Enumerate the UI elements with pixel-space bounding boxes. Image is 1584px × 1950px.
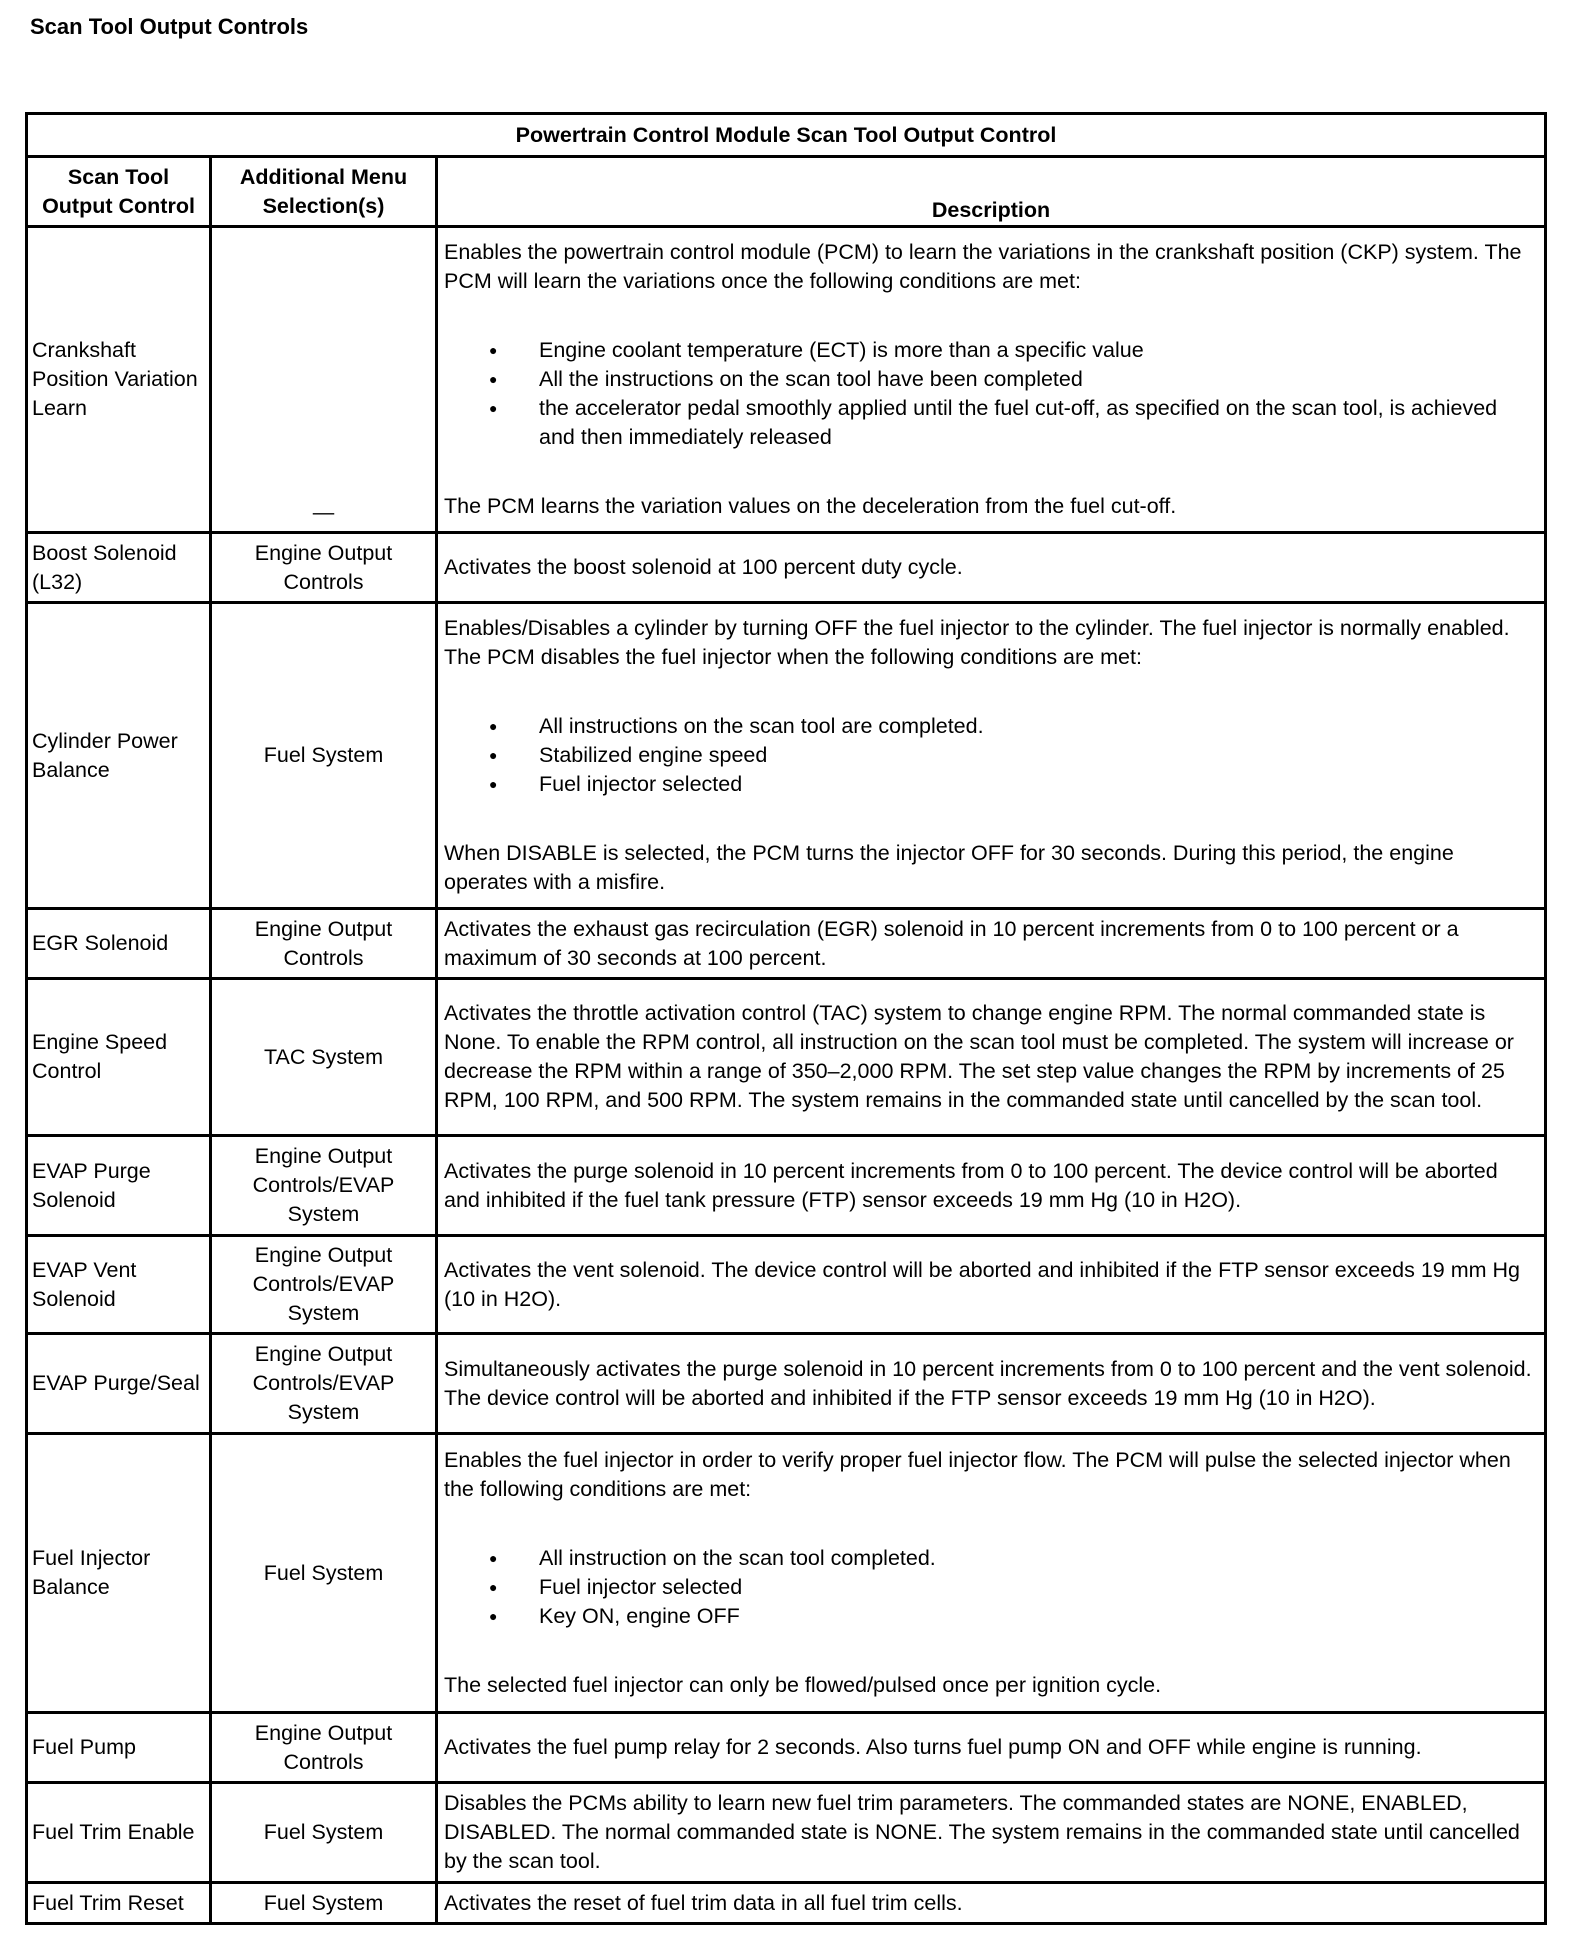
description-text: Activates the purge solenoid in 10 percent increments from 0 to 100 percent. The device control will be aborted and inhibited if the fuel tank pressure (FTP) sensor exceeds 19 mm Hg (10 in H2O). — [444, 1158, 1498, 1212]
menu-selection: Engine Output Controls/EVAP System — [211, 1136, 437, 1236]
description — [437, 227, 1546, 533]
menu-selection: — — [211, 227, 437, 533]
menu-selection: Engine Output Controls — [211, 909, 437, 979]
table-row — [27, 1334, 1546, 1434]
description-text: Simultaneously activates the purge solenoid in 10 percent increments from 0 to 100 percent and the vent solenoid. The device control will be aborted and inhibited if the FTP sensor exceeds 19 mm Hg (10 in H2O). — [444, 1356, 1532, 1410]
condition-item: ● Key ON, engine OFF — [489, 1602, 1538, 1631]
control-name: Crankshaft Position Variation Learn — [27, 227, 211, 533]
menu-selection: Engine Output Controls/EVAP System — [211, 1236, 437, 1334]
table-row — [27, 603, 1546, 909]
control-name: EVAP Vent Solenoid — [27, 1236, 211, 1334]
description — [437, 909, 1546, 979]
description-text: Activates the reset of fuel trim data in all fuel trim cells. — [444, 1890, 963, 1915]
description-text: Enables/Disables a cylinder by turning OFF the fuel injector to the cylinder. The fuel injector is normally enabled. The PCM disables the fuel injector when the following conditions are met: — [444, 616, 1510, 669]
table-row — [27, 227, 1546, 533]
condition-list — [444, 712, 1538, 799]
header-menu: Additional Menu Selection(s) — [211, 157, 437, 227]
table-row — [27, 1136, 1546, 1236]
description — [437, 1334, 1546, 1434]
description — [437, 1236, 1546, 1334]
condition-item: ● Fuel injector selected — [489, 770, 1538, 799]
description — [437, 1434, 1546, 1713]
description-note: The PCM learns the variation values on the deceleration from the fuel cut-off. — [444, 494, 1177, 518]
table-row — [27, 1434, 1546, 1713]
condition-item: ● All the instructions on the scan tool have been completed — [489, 365, 1538, 394]
condition-item: ● the accelerator pedal smoothly applied until the fuel cut-off, as specified on the scan tool, is achieved and then immediately released — [489, 394, 1538, 452]
control-name: EVAP Purge Solenoid — [27, 1136, 211, 1236]
control-name: EVAP Purge/Seal — [27, 1334, 211, 1434]
description-text: Activates the throttle activation control (TAC) system to change engine RPM. The normal commanded state is None. To enable the RPM control, all instruction on the scan tool must be completed. The system will increase or decrease the RPM within a range of 350–2,000 RPM. The set step value changes the RPM by increments of 25 RPM, 100 RPM, and 500 RPM. The system remains in the commanded state until cancelled by the scan tool. — [444, 1001, 1514, 1112]
table-row — [27, 1236, 1546, 1334]
table-row — [27, 909, 1546, 979]
condition-item: ● Engine coolant temperature (ECT) is more than a specific value — [489, 336, 1538, 365]
description — [437, 603, 1546, 909]
description-text: Activates the exhaust gas recirculation (EGR) solenoid in 10 percent increments from 0 to 100 percent or a maximum of 30 seconds at 100 percent. — [444, 916, 1459, 970]
description-note: The selected fuel injector can only be flowed/pulsed once per ignition cycle. — [444, 1673, 1162, 1697]
control-name: Engine Speed Control — [27, 979, 211, 1136]
header-description: Description — [437, 157, 1546, 227]
description-text: Activates the fuel pump relay for 2 seconds. Also turns fuel pump ON and OFF while engine is running. — [444, 1735, 1422, 1759]
table-row — [27, 979, 1546, 1136]
description-text: Disables the PCMs ability to learn new fuel trim parameters. The commanded states are NONE, ENABLED, DISABLED. The normal commanded state is NONE. The system remains in the commanded state until cancelled by the scan tool. — [444, 1791, 1520, 1873]
menu-selection: Fuel System — [211, 1783, 437, 1883]
description — [437, 1713, 1546, 1783]
menu-selection: TAC System — [211, 979, 437, 1136]
description-text: Enables the powertrain control module (PCM) to learn the variations in the crankshaft position (CKP) system. The PCM will learn the variations once the following conditions are met: — [444, 240, 1522, 293]
control-name: Boost Solenoid (L32) — [27, 533, 211, 603]
menu-selection: Engine Output Controls/EVAP System — [211, 1334, 437, 1434]
description — [437, 1783, 1546, 1883]
control-name: EGR Solenoid — [27, 909, 211, 979]
description — [437, 533, 1546, 603]
table-row — [27, 533, 1546, 603]
control-name: Cylinder Power Balance — [27, 603, 211, 909]
menu-selection: Fuel System — [211, 1883, 437, 1924]
menu-selection: Fuel System — [211, 603, 437, 909]
description-text: Enables the fuel injector in order to verify proper fuel injector flow. The PCM will pulse the selected injector when the following conditions are met: — [444, 1448, 1511, 1501]
condition-item: ● Fuel injector selected — [489, 1573, 1538, 1602]
description-text: Activates the vent solenoid. The device control will be aborted and inhibited if the FTP sensor exceeds 19 mm Hg (10 in H2O). — [444, 1257, 1520, 1311]
menu-selection: Engine Output Controls — [211, 1713, 437, 1783]
description-text: Activates the boost solenoid at 100 percent duty cycle. — [444, 555, 963, 579]
menu-selection: Engine Output Controls — [211, 533, 437, 603]
table-row — [27, 1713, 1546, 1783]
page-title: Scan Tool Output Controls — [30, 14, 309, 39]
description — [437, 1136, 1546, 1236]
control-name: Fuel Trim Enable — [27, 1783, 211, 1883]
description — [437, 1883, 1546, 1924]
condition-item: ● All instruction on the scan tool completed. — [489, 1544, 1538, 1573]
condition-item: ● All instructions on the scan tool are completed. — [489, 712, 1538, 741]
description-note: When DISABLE is selected, the PCM turns the injector OFF for 30 seconds. During this period, the engine operates with a misfire. — [444, 841, 1454, 894]
table-row — [27, 1883, 1546, 1924]
control-name: Fuel Injector Balance — [27, 1434, 211, 1713]
condition-item: ● Stabilized engine speed — [489, 741, 1538, 770]
table-row — [27, 1783, 1546, 1883]
control-name: Fuel Pump — [27, 1713, 211, 1783]
output-control-table — [25, 112, 1547, 1925]
menu-selection: Fuel System — [211, 1434, 437, 1713]
header-control: Scan Tool Output Control — [27, 157, 211, 227]
description — [437, 979, 1546, 1136]
control-name: Fuel Trim Reset — [27, 1883, 211, 1924]
condition-list — [444, 1544, 1538, 1631]
table-title: Powertrain Control Module Scan Tool Output Control — [27, 114, 1546, 157]
condition-list — [444, 336, 1538, 452]
